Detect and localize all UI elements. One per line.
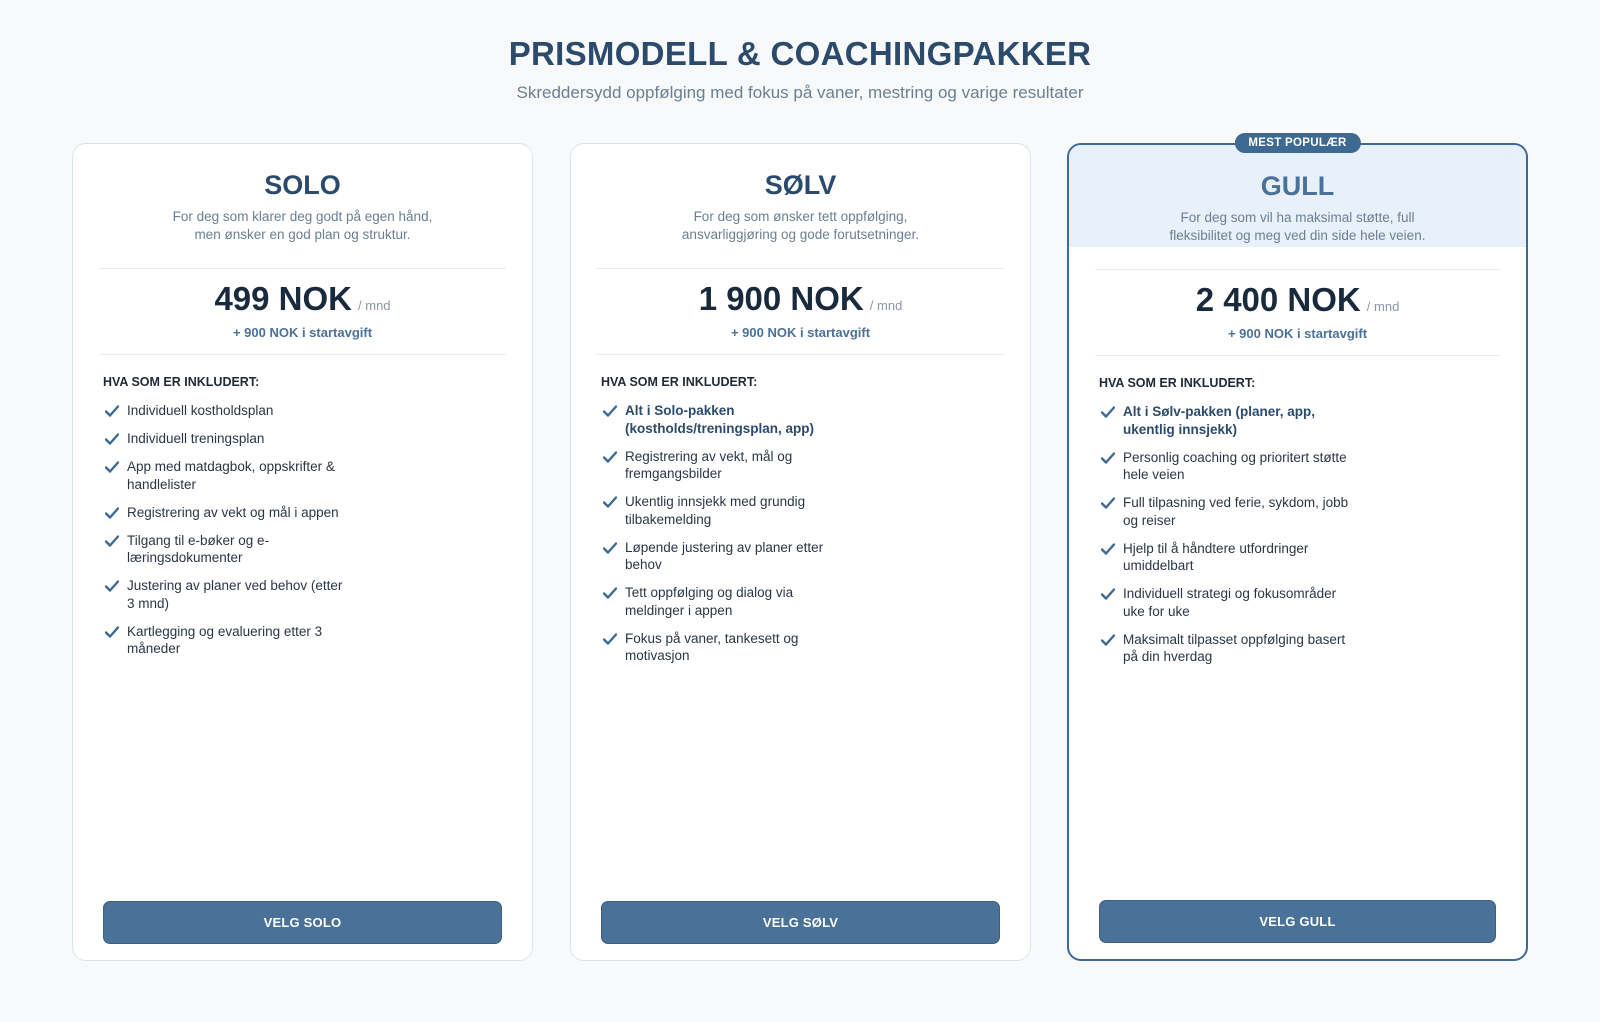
feature-text: Full tilpasning ved ferie, sykdom, jobb og reiser <box>1123 495 1349 528</box>
feature-item <box>1099 540 1349 575</box>
check-icon <box>603 633 617 645</box>
check-icon <box>603 496 617 508</box>
price-row <box>571 280 1030 318</box>
feature-item <box>103 402 353 420</box>
divider <box>99 354 506 355</box>
included-heading: HVA SOM ER INKLUDERT: <box>601 375 758 389</box>
price-row <box>1069 281 1526 319</box>
feature-text: Fokus på vaner, tankesett og motivasjon <box>625 630 799 663</box>
check-icon <box>1101 543 1115 555</box>
feature-list <box>103 402 353 668</box>
feature-item <box>601 493 851 528</box>
check-icon <box>603 542 617 554</box>
divider <box>1095 269 1500 270</box>
check-icon <box>105 507 119 519</box>
feature-item <box>103 504 353 522</box>
feature-text: Individuell strategi og fokusområder uke for uke <box>1123 586 1337 619</box>
plan-name: SØLV <box>764 170 837 200</box>
plan-card-gull <box>1067 137 1528 961</box>
price-row <box>73 280 532 318</box>
included-heading: HVA SOM ER INKLUDERT: <box>1099 376 1256 390</box>
start-fee: + 900 NOK i startavgift <box>1227 326 1368 341</box>
check-icon <box>105 405 119 417</box>
check-icon <box>105 433 119 445</box>
page-subtitle: Skreddersydd oppfølging med fokus på vaner, mestring og varige resultater <box>516 83 1084 102</box>
feature-item <box>601 448 851 483</box>
plan-price: 2 400 NOK <box>1195 281 1361 318</box>
feature-item <box>103 430 353 448</box>
feature-text: Kartlegging og evaluering etter 3 måneder <box>127 623 323 656</box>
plan-description: For deg som klarer deg godt på egen hånd, men ønsker en god plan og struktur. <box>172 209 433 242</box>
feature-text: Løpende justering av planer etter behov <box>625 539 824 572</box>
price-period: / mnd <box>869 298 903 313</box>
feature-item <box>1099 449 1349 484</box>
price-period: / mnd <box>358 298 391 313</box>
feature-text: Tett oppfølging og dialog via meldinger i appen <box>625 585 794 618</box>
check-icon <box>603 587 617 599</box>
select-solv-button[interactable]: VELG SØLV <box>601 901 1000 944</box>
start-fee: + 900 NOK i startavgift <box>232 325 373 340</box>
feature-list <box>1099 403 1349 676</box>
check-icon <box>105 626 119 638</box>
feature-text: App med matdagbok, oppskrifter & handlelister <box>127 459 335 492</box>
feature-item <box>103 458 353 493</box>
feature-item <box>1099 631 1349 666</box>
popular-badge: MEST POPULÆR <box>1234 133 1360 153</box>
pricing-cards <box>72 137 1532 961</box>
plan-card-solv <box>570 143 1031 961</box>
check-icon <box>105 580 119 592</box>
page-title: PRISMODELL & COACHINGPAKKER <box>508 35 1092 72</box>
check-icon <box>105 535 119 547</box>
check-icon <box>1101 634 1115 646</box>
feature-item <box>103 623 353 658</box>
select-gull-button[interactable]: VELG GULL <box>1099 900 1496 943</box>
feature-text: Justering av planer ved behov (etter 3 mnd) <box>127 578 343 611</box>
check-icon <box>1101 452 1115 464</box>
plan-price: 1 900 NOK <box>698 280 864 317</box>
feature-text: Maksimalt tilpasset oppfølging basert på din hverdag <box>1123 631 1346 664</box>
feature-text: Alt i Solo-pakken (kostholds/treningsplan, app) <box>625 403 815 436</box>
check-icon <box>603 405 617 417</box>
feature-text: Individuell kostholdsplan <box>127 403 274 418</box>
feature-item <box>103 577 353 612</box>
check-icon <box>1101 588 1115 600</box>
divider <box>597 354 1004 355</box>
plan-description: For deg som vil ha maksimal støtte, full fleksibilitet og meg ved din side hele veien. <box>1169 210 1426 243</box>
feature-item <box>601 630 851 665</box>
feature-item <box>103 532 353 567</box>
divider <box>597 268 1004 269</box>
feature-text: Ukentlig innsjekk med grundig tilbakemelding <box>625 494 806 527</box>
page-header <box>0 0 1600 104</box>
price-period: / mnd <box>1366 299 1400 314</box>
divider <box>1095 355 1500 356</box>
divider <box>99 268 506 269</box>
check-icon <box>105 461 119 473</box>
plan-name: SOLO <box>264 170 341 200</box>
plan-card-solo <box>72 143 533 961</box>
plan-description: For deg som ønsker tett oppfølging, ansvarliggjøring og gode forutsetninger. <box>681 209 920 242</box>
feature-item <box>601 584 851 619</box>
plan-name: GULL <box>1260 171 1335 201</box>
start-fee: + 900 NOK i startavgift <box>730 325 871 340</box>
check-icon <box>603 451 617 463</box>
feature-item <box>601 402 851 437</box>
feature-text: Registrering av vekt og mål i appen <box>127 504 339 520</box>
check-icon <box>1101 406 1115 418</box>
feature-text: Tilgang til e-bøker og e-læringsdokumenter <box>127 532 270 565</box>
feature-list <box>601 402 851 675</box>
feature-text: Alt i Sølv-pakken (planer, app, ukentlig innsjekk) <box>1123 404 1316 437</box>
feature-item <box>601 539 851 574</box>
feature-text: Personlig coaching og prioritert støtte hele veien <box>1123 449 1347 482</box>
feature-item <box>1099 403 1349 438</box>
feature-text: Hjelp til å håndtere utfordringer umiddelbart <box>1123 540 1309 573</box>
feature-item <box>1099 585 1349 620</box>
feature-text: Individuell treningsplan <box>127 431 265 446</box>
select-solo-button[interactable]: VELG SOLO <box>103 901 502 944</box>
feature-text: Registrering av vekt, mål og fremgangsbilder <box>625 448 793 481</box>
check-icon <box>1101 497 1115 509</box>
included-heading: HVA SOM ER INKLUDERT: <box>103 375 260 389</box>
feature-item <box>1099 494 1349 529</box>
plan-price: 499 NOK <box>214 280 353 317</box>
